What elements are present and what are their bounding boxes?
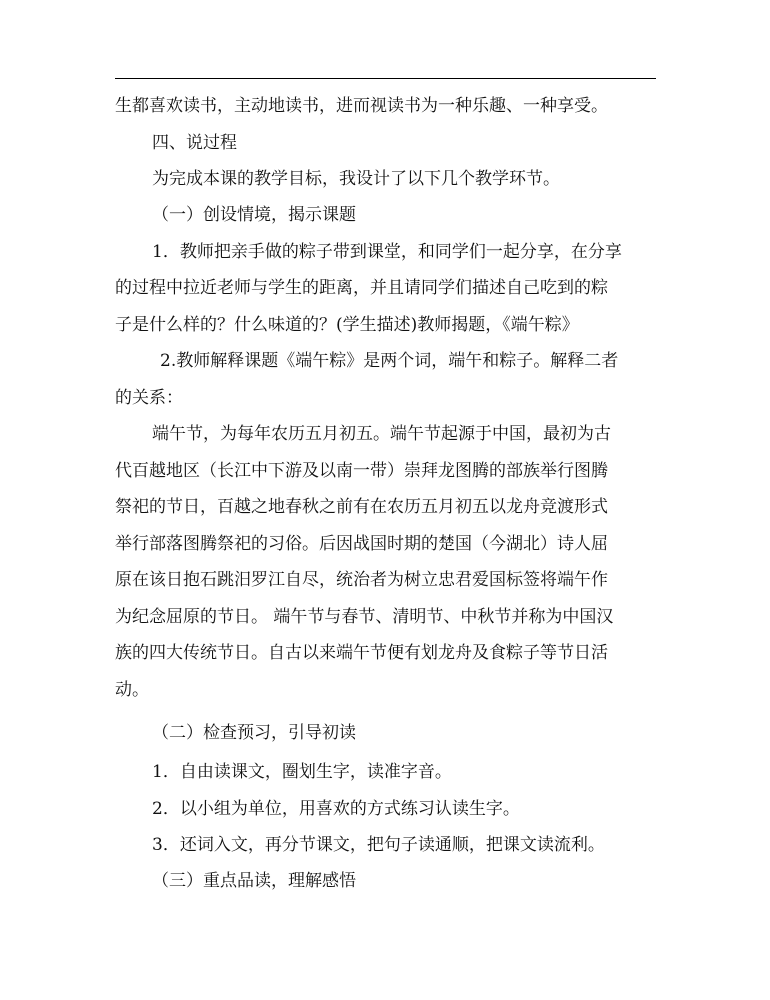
text-line: 端午节，为每年农历五月初五。端午节起源于中国，最初为古 [152, 424, 611, 444]
text-line: 子是什么样的？什么味道的？(学生描述)教师揭题，《端午粽》 [115, 315, 579, 335]
text-line: 2.教师解释课题《端午粽》是两个词，端午和粽子。解释二者 [160, 351, 619, 371]
header-rule [115, 78, 656, 79]
text-line: 2．以小组为单位，用喜欢的方式练习认读生字。 [152, 799, 520, 819]
text-line: 代百越地区（长江中下游及以南一带）崇拜龙图腾的部族举行图腾 [115, 461, 608, 481]
text-line: 为纪念屈原的节日。 端午节与春节、清明节、中秋节并称为中国汉 [115, 607, 614, 627]
text-line: 为完成本课的教学目标，我设计了以下几个教学环节。 [152, 169, 560, 189]
text-line: 动。 [115, 680, 149, 700]
text-line: 生都喜欢读书，主动地读书，进而视读书为一种乐趣、一种享受。 [115, 96, 608, 116]
text-line: 1．自由读课文，圈划生字，读准字音。 [152, 762, 452, 782]
text-line: 的关系： [115, 388, 183, 408]
text-line: 族的四大传统节日。自古以来端午节便有划龙舟及食粽子等节日活 [115, 643, 608, 663]
text-line: 3．还词入文，再分节课文，把句子读通顺，把课文读流利。 [152, 835, 605, 855]
text-line: 1．教师把亲手做的粽子带到课堂，和同学们一起分享，在分享 [152, 242, 622, 262]
text-line: 举行部落图腾祭祀的习俗。后因战国时期的楚国（今湖北）诗人屈 [115, 534, 608, 554]
text-line: 祭祀的节日，百越之地春秋之前有在农历五月初五以龙舟竞渡形式 [115, 497, 608, 517]
text-line: 的过程中拉近老师与学生的距离，并且请同学们描述自己吃到的粽 [115, 278, 608, 298]
section-heading: 四、说过程 [152, 133, 237, 153]
text-line: 原在该日抱石跳汨罗江自尽，统治者为树立忠君爱国标签将端午作 [115, 570, 608, 590]
subsection-heading: （一）创设情境，揭示课题 [152, 205, 356, 225]
subsection-heading: （二）检查预习，引导初读 [152, 723, 356, 743]
subsection-heading: （三）重点品读，理解感悟 [152, 871, 356, 891]
